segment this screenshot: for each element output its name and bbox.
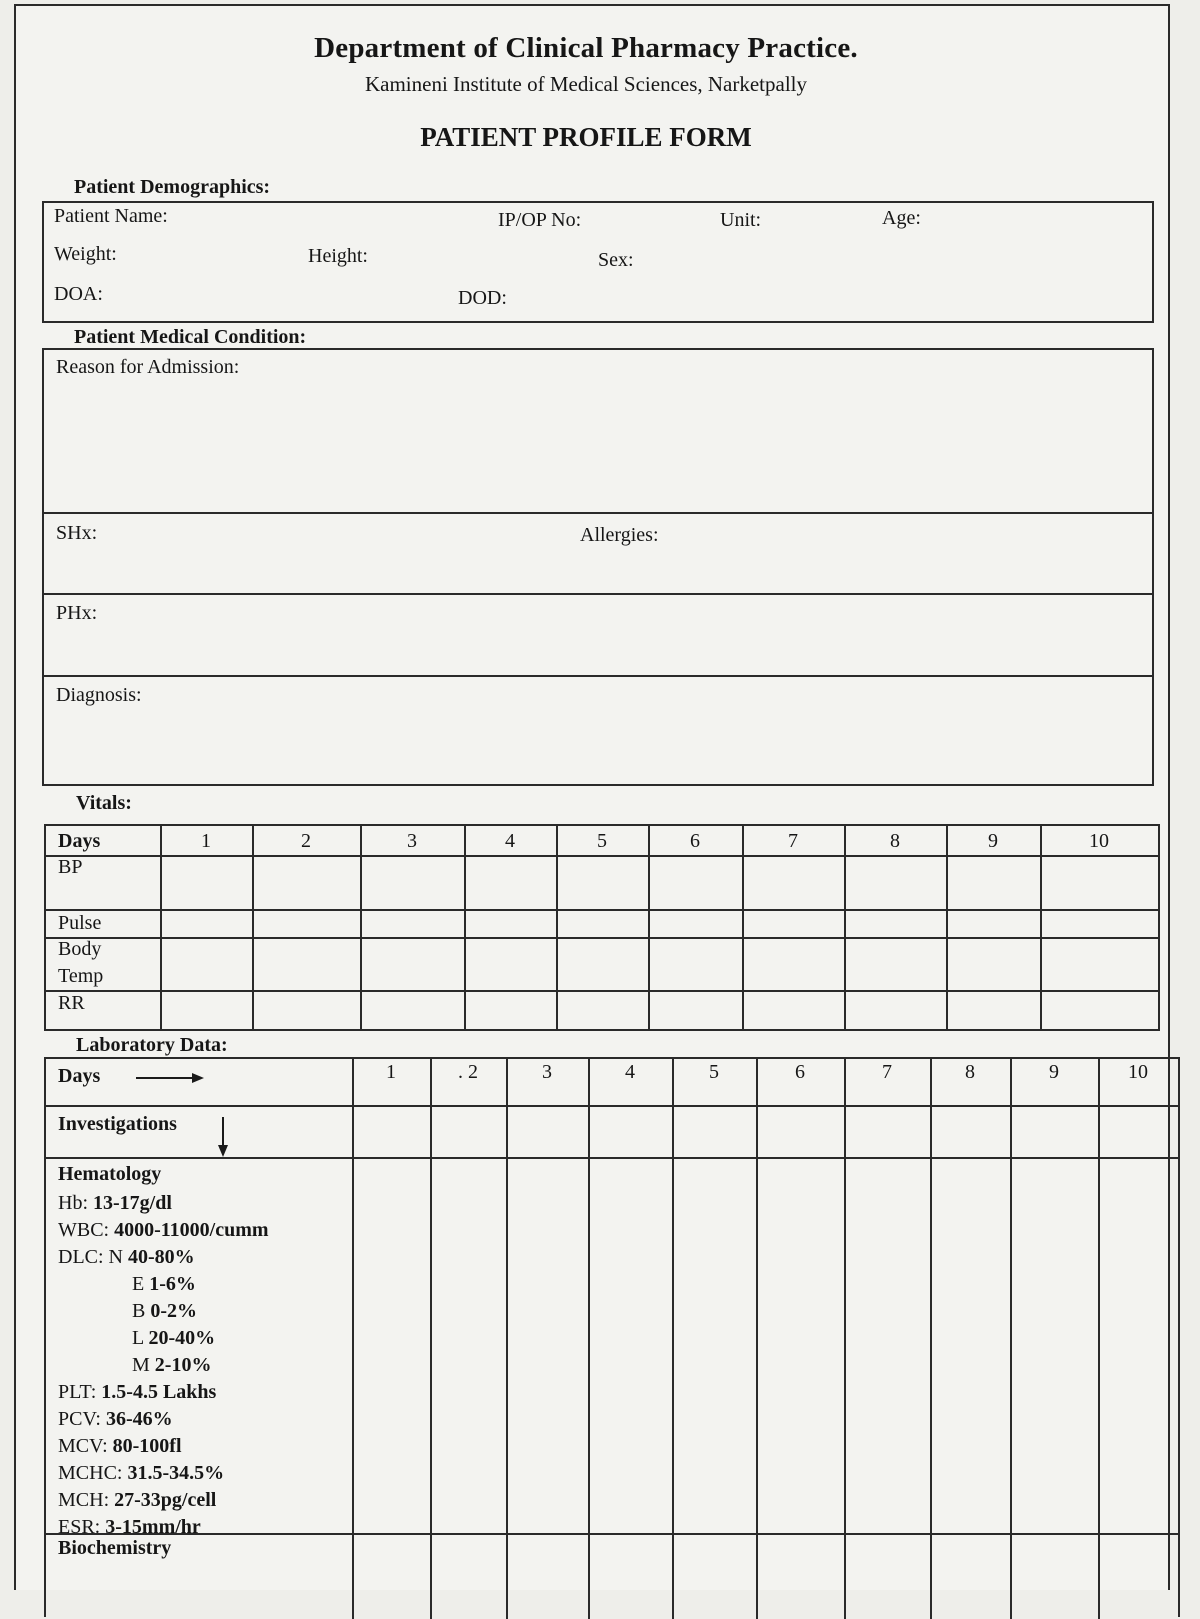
hematology-item [58,1462,224,1485]
weight-field[interactable]: Weight: [54,243,117,265]
vitals-day-7: 7 [788,830,798,852]
lab-entry-cell[interactable] [506,1157,588,1533]
arrow-right-icon [134,1071,206,1085]
vitals-entry-cell[interactable] [360,909,464,937]
vitals-day-4: 4 [505,830,515,852]
vitals-entry-cell[interactable] [160,909,252,937]
lab-day-9: 9 [1049,1061,1059,1083]
vitals-entry-cell[interactable] [648,855,742,909]
allergies-field[interactable]: Allergies: [580,524,659,546]
vitals-entry-cell[interactable] [946,909,1040,937]
phx-field[interactable]: PHx: [56,602,98,624]
vitals-entry-cell[interactable] [252,990,360,1029]
biochemistry-header: Biochemistry [58,1537,172,1559]
hematology-item-range: 27-33pg/cell [114,1489,217,1511]
lab-day-10: 10 [1128,1061,1148,1083]
vitals-entry-cell[interactable] [160,990,252,1029]
vitals-day-3: 3 [407,830,417,852]
vitals-entry-cell[interactable] [946,990,1040,1029]
hematology-item-range: 0-2% [150,1300,198,1322]
form-title: PATIENT PROFILE FORM [420,122,752,152]
shx-field[interactable]: SHx: [56,522,98,544]
lab-day-2: . 2 [458,1061,478,1083]
dod-field[interactable]: DOD: [458,287,507,309]
hematology-item-range: 31.5-34.5% [127,1462,225,1484]
hematology-item-range: 36-46% [105,1408,173,1430]
hematology-item-range: 1-6% [149,1273,196,1295]
vitals-entry-cell[interactable] [946,937,1040,990]
lab-day-6: 6 [795,1061,805,1083]
vitals-day-2: 2 [301,830,311,852]
vitals-entry-cell[interactable] [844,909,946,937]
vitals-entry-cell[interactable] [1040,990,1158,1029]
hematology-item [58,1408,173,1431]
unit-field[interactable]: Unit: [720,209,762,231]
hematology-item-name: MCH: [58,1489,110,1511]
hematology-item [58,1516,201,1539]
lab-day-8: 8 [965,1061,975,1083]
arrow-down-icon [216,1115,230,1159]
lab-day-1: 1 [386,1061,396,1083]
vitals-row-body: Body [58,938,102,960]
vitals-entry-cell[interactable] [464,909,556,937]
hematology-item-range: 40-80% [128,1246,195,1268]
vitals-entry-cell[interactable] [648,909,742,937]
vitals-entry-cell[interactable] [844,990,946,1029]
vitals-entry-cell[interactable] [1040,909,1158,937]
vitals-entry-cell[interactable] [360,990,464,1029]
lab-entry-cell[interactable] [352,1157,430,1533]
vitals-entry-cell[interactable] [648,990,742,1029]
vitals-heading: Vitals: [76,792,132,814]
patient-name-field[interactable]: Patient Name: [54,205,168,227]
vitals-entry-cell[interactable] [742,909,844,937]
ip-op-no-field[interactable]: IP/OP No: [498,209,582,231]
lab-entry-cell[interactable] [930,1157,1010,1533]
hematology-item-range: 13-17g/dl [93,1192,172,1214]
hematology-item [132,1300,197,1323]
height-field[interactable]: Height: [308,245,368,267]
vitals-entry-cell[interactable] [360,855,464,909]
hematology-item [58,1381,216,1404]
divider [44,512,1152,514]
laboratory-table [44,1057,1180,1617]
lab-entry-cell[interactable] [1098,1157,1178,1533]
lab-entry-cell[interactable] [756,1157,844,1533]
vitals-entry-cell[interactable] [556,855,648,909]
lab-entry-cell[interactable] [1010,1157,1098,1533]
lab-entry-cell[interactable] [430,1157,506,1533]
vitals-entry-cell[interactable] [252,855,360,909]
divider [44,593,1152,595]
medical-condition-heading: Patient Medical Condition: [74,326,307,348]
hematology-item [58,1192,172,1215]
hematology-item-name: Hb: [58,1192,88,1214]
hematology-item-name: MCHC: [58,1462,123,1484]
laboratory-heading: Laboratory Data: [76,1034,228,1056]
vitals-day-1: 1 [201,830,211,852]
vitals-entry-cell[interactable] [464,990,556,1029]
vitals-entry-cell[interactable] [742,990,844,1029]
hematology-item-name: DLC: N [58,1246,123,1268]
hematology-item-name: PCV: [58,1408,101,1430]
vitals-row-rr: RR [58,992,85,1014]
hematology-item-range: 4000-11000/cumm [114,1219,269,1241]
vitals-entry-cell[interactable] [556,909,648,937]
vitals-entry-cell[interactable] [556,990,648,1029]
lab-day-7: 7 [882,1061,892,1083]
vitals-day-6: 6 [690,830,700,852]
vitals-day-10: 10 [1089,830,1109,852]
vitals-entry-cell[interactable] [160,855,252,909]
diagnosis-field[interactable]: Diagnosis: [56,684,142,706]
investigations-header: Investigations [58,1113,177,1135]
age-field[interactable]: Age: [882,207,921,229]
demographics-heading: Patient Demographics: [74,176,271,198]
vitals-days-header: Days [58,830,101,852]
lab-day-5: 5 [709,1061,719,1083]
demographics-box [42,201,1154,323]
hematology-item-name: E [132,1273,145,1295]
medical-condition-box [42,348,1154,786]
lab-entry-cell[interactable] [672,1157,756,1533]
vitals-entry-cell[interactable] [844,855,946,909]
hematology-item-range: 1.5-4.5 Lakhs [101,1381,217,1403]
vitals-day-5: 5 [597,830,607,852]
divider [46,1533,1178,1535]
vitals-entry-cell[interactable] [648,937,742,990]
institute-subtitle: Kamineni Institute of Medical Sciences, Narketpally [364,72,808,96]
vitals-day-9: 9 [988,830,998,852]
vitals-row-pulse: Pulse [58,912,102,934]
vitals-entry-cell[interactable] [1040,855,1158,909]
hematology-item-name: B [132,1300,146,1322]
vitals-entry-cell[interactable] [1040,937,1158,990]
vitals-entry-cell[interactable] [464,855,556,909]
hematology-item [132,1327,215,1350]
divider [46,1105,1178,1107]
vitals-entry-cell[interactable] [464,937,556,990]
lab-days-header: Days [58,1065,101,1087]
hematology-header: Hematology [58,1163,162,1185]
lab-entry-cell[interactable] [588,1157,672,1533]
vitals-table [44,824,1160,1031]
hematology-item-name: WBC: [58,1219,110,1241]
vitals-entry-cell[interactable] [946,855,1040,909]
vitals-entry-cell[interactable] [742,855,844,909]
lab-day-3: 3 [542,1061,552,1083]
vitals-entry-cell[interactable] [252,909,360,937]
vitals-entry-cell[interactable] [252,937,360,990]
hematology-item-name: M [132,1354,150,1376]
vitals-row-bp: BP [58,856,83,878]
hematology-item [132,1273,196,1296]
hematology-item-range: 80-100fl [112,1435,182,1457]
vitals-row-temp: Temp [58,965,104,987]
hematology-item [58,1489,216,1512]
vitals-entry-cell[interactable] [742,937,844,990]
hematology-item [58,1246,195,1269]
sex-field[interactable]: Sex: [598,249,634,271]
department-title: Department of Clinical Pharmacy Practice. [314,32,858,64]
hematology-item-range: 3-15mm/hr [105,1516,201,1538]
hematology-item-range: 20-40% [148,1327,216,1349]
divider [44,675,1152,677]
vitals-entry-cell[interactable] [556,937,648,990]
hematology-item-name: ESR: [58,1516,101,1538]
hematology-item-name: PLT: [58,1381,97,1403]
vitals-entry-cell[interactable] [360,937,464,990]
hematology-item [58,1219,269,1242]
reason-for-admission-field[interactable]: Reason for Admission: [56,356,240,378]
vitals-entry-cell[interactable] [160,937,252,990]
lab-entry-cell[interactable] [844,1157,930,1533]
doa-field[interactable]: DOA: [54,283,103,305]
hematology-item-name: MCV: [58,1435,108,1457]
vitals-day-8: 8 [890,830,900,852]
hematology-item [132,1354,211,1377]
form-sheet [14,4,1170,1590]
vitals-entry-cell[interactable] [844,937,946,990]
lab-day-4: 4 [625,1061,635,1083]
hematology-item-name: L [132,1327,144,1349]
hematology-item [58,1435,182,1458]
hematology-item-range: 2-10% [154,1354,212,1376]
